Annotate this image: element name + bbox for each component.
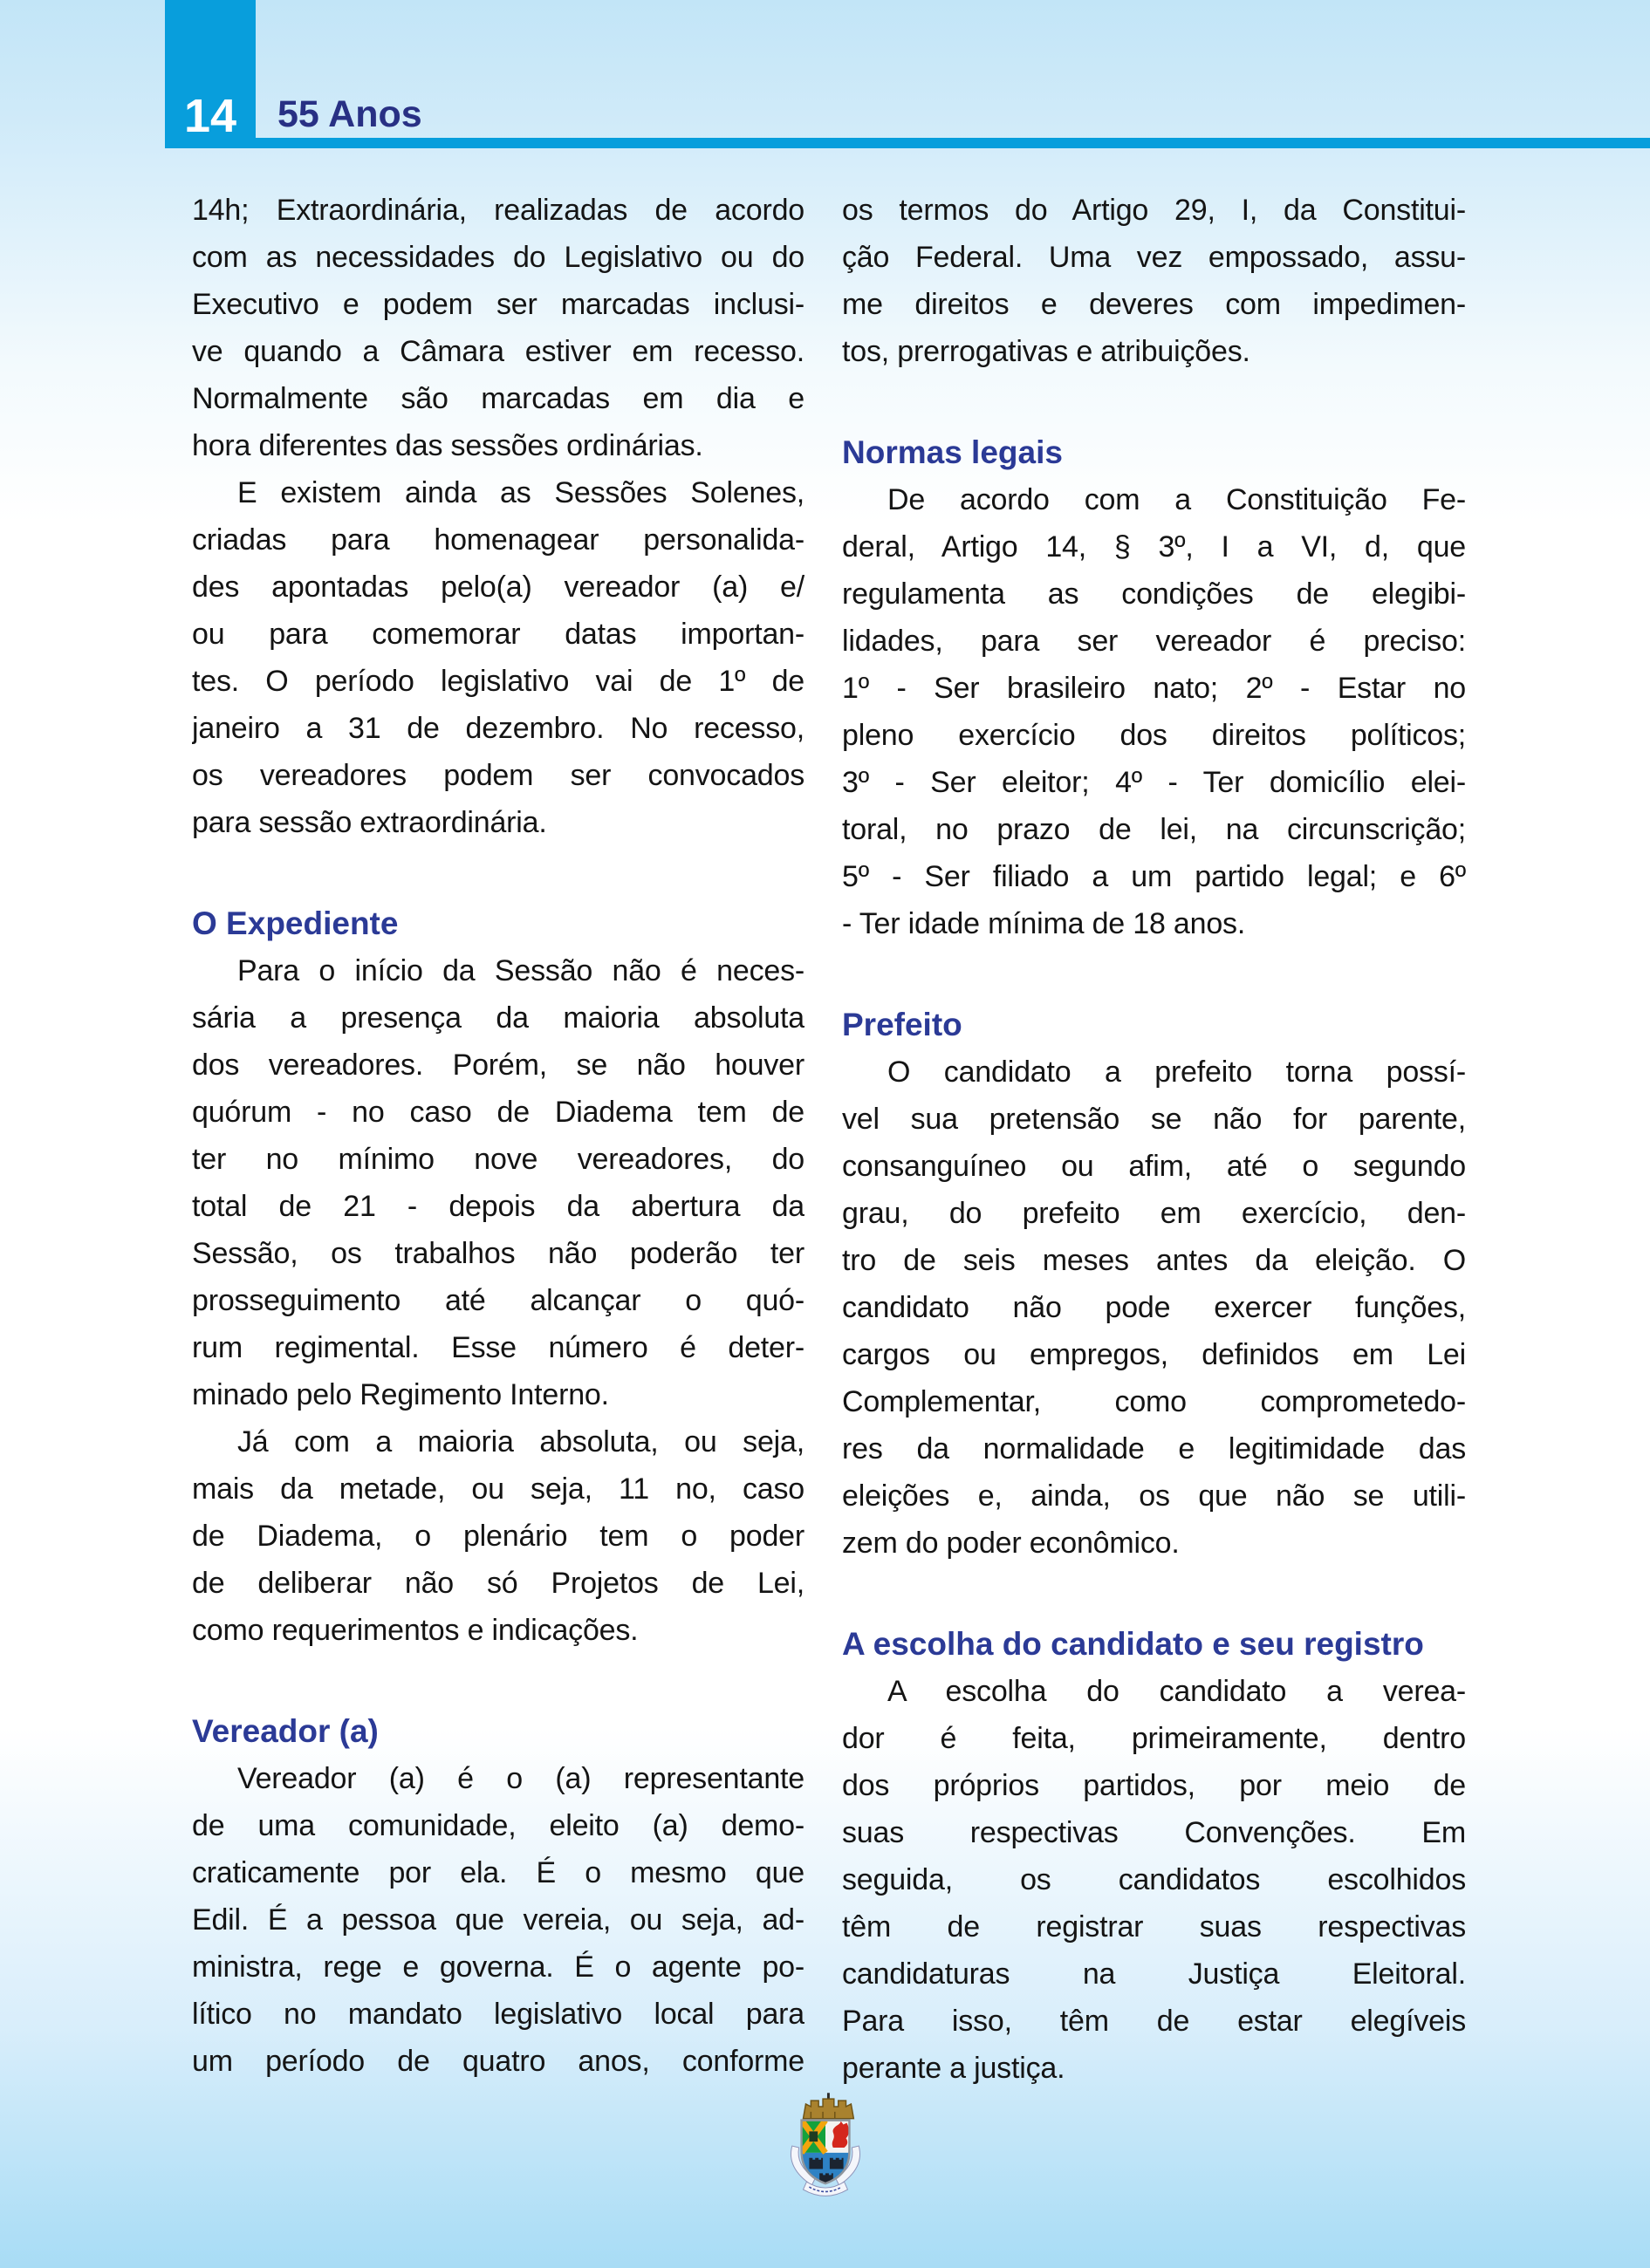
text-line: deral, Artigo 14, § 3º, I a VI, d, que <box>842 530 1466 564</box>
text-line: os termos do Artigo 29, I, da Constitui- <box>842 194 1466 227</box>
text-line: rum regimental. Esse número é deter- <box>192 1331 804 1364</box>
text-line: A escolha do candidato a verea- <box>887 1675 1466 1708</box>
text-line: toral, no prazo de lei, na circunscrição; <box>842 813 1466 846</box>
section-heading: Prefeito <box>842 1007 962 1042</box>
text-line: hora diferentes das sessões ordinárias. <box>192 429 703 462</box>
text-line: dos vereadores. Porém, se não houver <box>192 1049 804 1082</box>
text-line: Vereador (a) é o (a) representante <box>237 1762 804 1795</box>
text-line: Já com a maioria absoluta, ou seja, <box>237 1425 804 1458</box>
text-line: criadas para homenagear personalida- <box>192 523 804 557</box>
text-line: O candidato a prefeito torna possí- <box>887 1055 1466 1089</box>
text-line: os vereadores podem ser convocados <box>192 759 804 792</box>
header-rule <box>256 138 1650 148</box>
text-line: seguida, os candidatos escolhidos <box>842 1863 1466 1896</box>
text-line: tos, prerrogativas e atribuições. <box>842 335 1250 368</box>
mural-crown-icon <box>804 2099 854 2119</box>
text-line: minado pelo Regimento Interno. <box>192 1378 609 1411</box>
text-line: têm de registrar suas respectivas <box>842 1910 1466 1944</box>
text-line: Normalmente são marcadas em dia e <box>192 382 804 415</box>
text-line: cargos ou empregos, definidos em Lei <box>842 1338 1466 1371</box>
text-line: tro de seis meses antes da eleição. O <box>842 1244 1466 1277</box>
text-line: total de 21 - depois da abertura da <box>192 1190 804 1223</box>
right-column <box>842 187 1466 2092</box>
text-line: De acordo com a Constituição Fe- <box>887 483 1466 516</box>
text-line: vel sua pretensão se não for parente, <box>842 1103 1466 1136</box>
text-line: - Ter idade mínima de 18 anos. <box>842 907 1246 940</box>
text-line: lítico no mandato legislativo local para <box>192 1998 804 2031</box>
text-line: prosseguimento até alcançar o quó- <box>192 1284 804 1317</box>
text-line: pleno exercício dos direitos políticos; <box>842 719 1466 752</box>
text-line: perante a justiça. <box>842 2052 1065 2085</box>
section-heading: Vereador (a) <box>192 1713 379 1749</box>
diadema-coat-of-arms <box>783 2092 868 2203</box>
text-line: Para o início da Sessão não é neces- <box>237 954 804 987</box>
text-line: lidades, para ser vereador é preciso: <box>842 625 1466 658</box>
text-line: de uma comunidade, eleito (a) demo- <box>192 1809 804 1842</box>
text-line: quórum - no caso de Diadema tem de <box>192 1096 804 1129</box>
page-number-bar <box>165 0 256 148</box>
text-line: mais da metade, ou seja, 11 no, caso <box>192 1472 804 1506</box>
text-line: dos próprios partidos, por meio de <box>842 1769 1466 1802</box>
text-line: suas respectivas Convenções. Em <box>842 1816 1466 1849</box>
text-line: janeiro a 31 de dezembro. No recesso, <box>192 712 804 745</box>
text-line: regulamenta as condições de elegibi- <box>842 577 1466 611</box>
text-line: candidaturas na Justiça Eleitoral. <box>842 1957 1466 1991</box>
text-line: tes. O período legislativo vai de 1º de <box>192 665 804 698</box>
text-line: grau, do prefeito em exercício, den- <box>842 1197 1466 1230</box>
left-column <box>192 187 804 2085</box>
text-line: sária a presença da maioria absoluta <box>192 1001 804 1035</box>
text-line: Para isso, têm de estar elegíveis <box>842 2005 1466 2038</box>
text-line: craticamente por ela. É o mesmo que <box>192 1856 804 1889</box>
text-line: ministra, rege e governa. É o agente po- <box>192 1950 804 1984</box>
text-line: des apontadas pelo(a) vereador (a) e/ <box>192 570 804 604</box>
text-line: Sessão, os trabalhos não poderão ter <box>192 1237 804 1270</box>
text-line: 1º - Ser brasileiro nato; 2º - Estar no <box>842 672 1466 705</box>
text-line: zem do poder econômico. <box>842 1527 1180 1560</box>
text-line: Complementar, como comprometedo- <box>842 1385 1466 1418</box>
text-line: de deliberar não só Projetos de Lei, <box>192 1567 804 1600</box>
header-title: 55 Anos <box>277 93 422 135</box>
text-line: me direitos e deveres com impedimen- <box>842 288 1466 321</box>
text-line: para sessão extraordinária. <box>192 806 547 839</box>
page-number: 14 <box>183 90 237 142</box>
text-line: eleições e, ainda, os que não se utili- <box>842 1479 1466 1513</box>
text-line: 14h; Extraordinária, realizadas de acordo <box>192 194 804 227</box>
text-line: 3º - Ser eleitor; 4º - Ter domicílio elei- <box>842 766 1466 799</box>
text-line: ou para comemorar datas importan- <box>192 618 804 651</box>
text-line: com as necessidades do Legislativo ou do <box>192 241 804 274</box>
text-line: consanguíneo ou afim, até o segundo <box>842 1150 1466 1183</box>
text-line: candidato não pode exercer funções, <box>842 1291 1466 1324</box>
text-line: E existem ainda as Sessões Solenes, <box>237 476 804 509</box>
text-line: Edil. É a pessoa que vereia, ou seja, ad- <box>192 1903 804 1937</box>
text-line: como requerimentos e indicações. <box>192 1614 639 1647</box>
section-heading: A escolha do candidato e seu registro <box>842 1626 1424 1662</box>
text-line: ção Federal. Uma vez empossado, assu- <box>842 241 1466 274</box>
section-heading: O Expediente <box>192 905 399 941</box>
text-line: Executivo e podem ser marcadas inclusi- <box>192 288 804 321</box>
text-line: ve quando a Câmara estiver em recesso. <box>192 335 804 368</box>
text-line: 5º - Ser filiado a um partido legal; e 6º <box>842 860 1466 893</box>
text-line: dor é feita, primeiramente, dentro <box>842 1722 1466 1755</box>
text-line: res da normalidade e legitimidade das <box>842 1432 1466 1465</box>
text-line: de Diadema, o plenário tem o poder <box>192 1520 804 1553</box>
text-line: um período de quatro anos, conforme <box>192 2045 804 2078</box>
section-heading: Normas legais <box>842 434 1063 470</box>
text-line: ter no mínimo nove vereadores, do <box>192 1143 804 1176</box>
